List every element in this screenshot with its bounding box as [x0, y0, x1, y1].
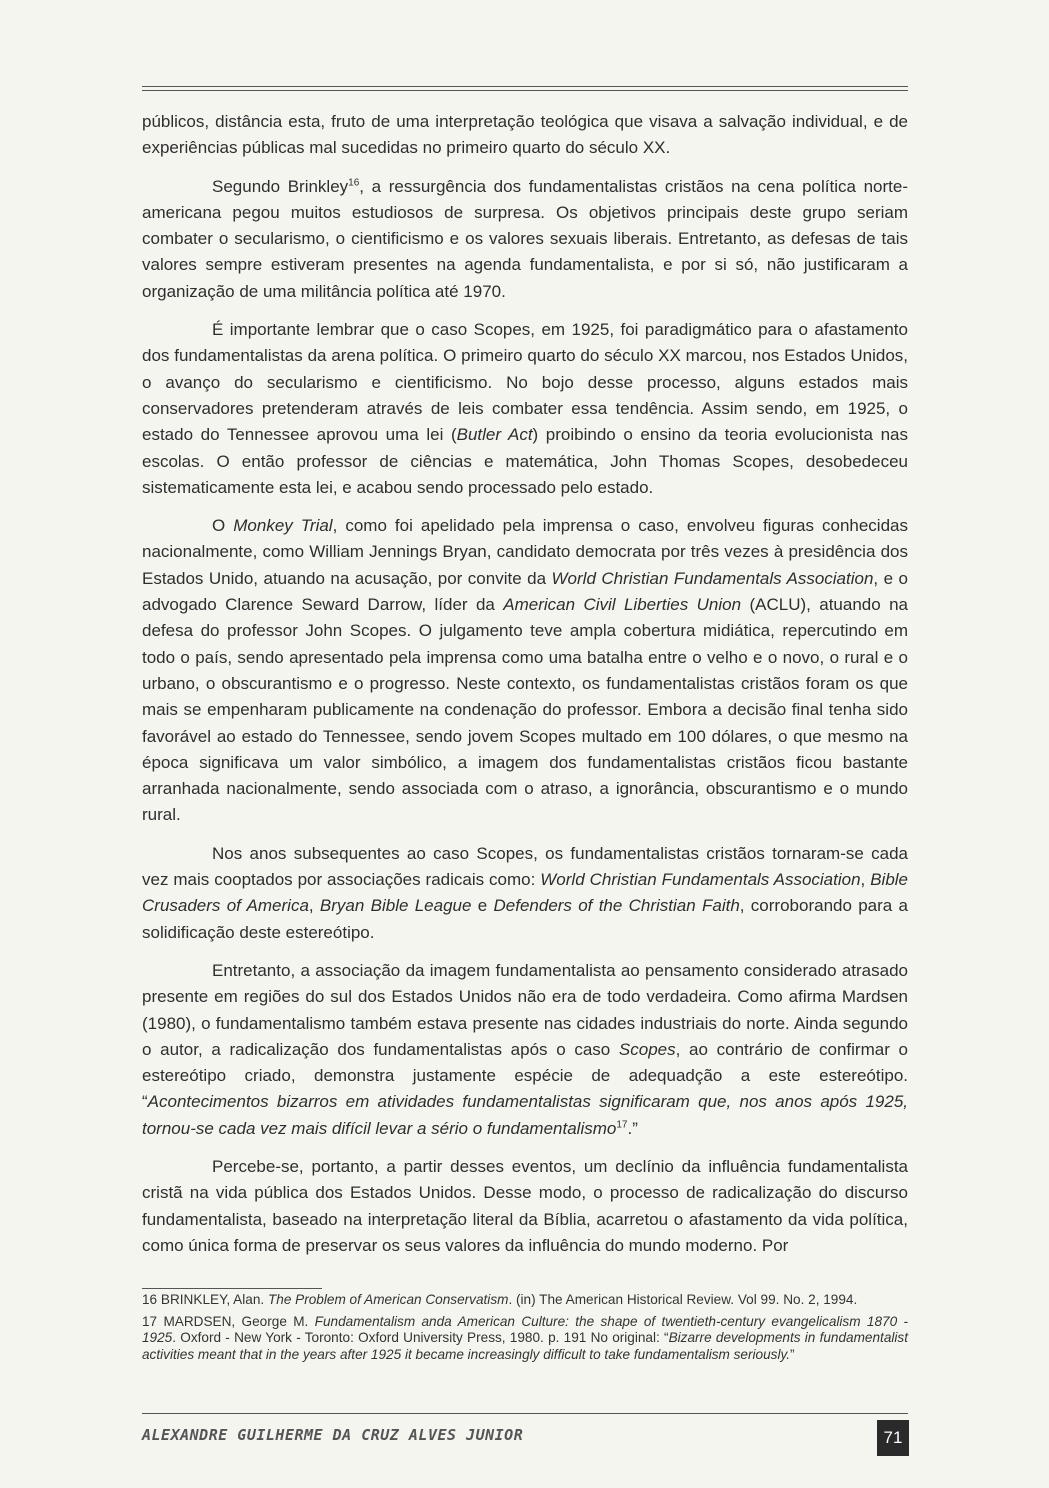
text-run: Entretanto, a associação da imagem fundamentalista ao pensamento considerado atrasado presente em regiões do sul dos Estados Unidos não era de todo verdadeira. Como afirma Mardsen (1980), o fundamentalismo também estava presente nas cidades industriais do norte. Ainda segundo o autor, a radicalização dos fundamentalistas após o caso: [142, 960, 908, 1059]
text-run: American Civil Liberties Union: [503, 595, 742, 615]
text-run: , e o advogado Clarence Seward Darrow, líder da: [142, 568, 908, 615]
footer-rule: [142, 1413, 908, 1414]
text-run: Butler Act: [456, 425, 533, 445]
text-run: , corroborando para a solidificação deste estereótipo.: [142, 896, 908, 942]
text-run: Bizarre developments in fundamentalist activities meant that in the years after 1925 it became increasingly difficult to take fundamentalism seriously.: [142, 1330, 908, 1362]
text-run: ,: [308, 896, 320, 916]
text-run: e: [471, 896, 494, 916]
text-run: públicos, distância esta, fruto de uma interpretação teológica que visava a salvação individual, e de experiências públicas mal sucedidas no primeiro quarto do século XX.: [142, 112, 908, 158]
text-run: . Oxford - New York - Toronto: Oxford University Press, 1980. p. 191 No original: “: [172, 1330, 669, 1345]
footnote: [142, 1314, 908, 1364]
text-run: 17 MARDSEN, George M.: [142, 1313, 315, 1329]
footnote-separator: [142, 1288, 322, 1289]
text-run: World Christian Fundamentals Association: [551, 568, 874, 588]
text-run: .”: [627, 1118, 638, 1138]
footnote: [142, 1292, 908, 1309]
page-number: 71: [877, 1420, 909, 1456]
text-run: , ao contrário de confirmar o estereótipo criado, demonstra justamente espécie de adequadção a este estereótipo. “: [142, 1039, 908, 1112]
paragraph: [142, 1154, 908, 1259]
paragraph: [142, 513, 908, 829]
text-run: (ACLU), atuando na defesa do professor John Scopes. O julgamento teve ampla cobertura midiática, repercutindo em todo o país, sendo apresentado pela imprensa como uma batalha entre o velho e o novo, o rural e o urbano, o obscurantismo e o progresso. Neste contexto, os fundamentalistas cristãos foram os que mais se empenharam publicamente na condenação do professor. Embora a decisão final tenha sido favorável ao estado do Tennessee, sendo jovem Scopes multado em 100 dólares, o que mesmo na época significava um valor simbólico, a imagem dos fundamentalistas cristãos ficou bastante arranhada nacionalmente, sendo associada com o atraso, a ignorância, obscurantismo e o mundo rural.: [142, 595, 908, 825]
text-run: Scopes: [618, 1039, 676, 1059]
header-double-rule: [142, 86, 908, 94]
text-run: ,: [860, 870, 871, 890]
paragraph: [142, 109, 908, 162]
paragraph: [142, 958, 908, 1142]
text-run: É importante lembrar que o caso Scopes, em 1925, foi paradigmático para o afastamento dos fundamentalistas da arena política. O primeiro quarto do século XX marcou, nos Estados Unidos, o avanço do secularismo e cientificismo. No bojo desse processo, alguns estados mais conservadores pretenderam através de leis combater essa tendência. Assim sendo, em 1925, o estado do Tennessee aprovou uma lei (: [142, 320, 908, 445]
body-text: [142, 109, 908, 1271]
footnote-ref: 17: [616, 1119, 628, 1131]
text-run: Monkey Trial: [233, 516, 333, 536]
text-run: Nos anos subsequentes ao caso Scopes, os fundamentalistas cristãos tornaram-se cada vez mais cooptados por associações radicais como:: [142, 843, 908, 890]
text-run: World Christian Fundamentals Association: [540, 870, 861, 890]
text-run: , a ressurgência dos fundamentalistas cristãos na cena política norte-americana pegou muitos estudiosos de surpresa. Os objetivos principais deste grupo seriam combater o secularismo, o cientificismo e os valores sexuais liberais. Entretanto, as defesas de tais valores sempre estiveram presentes na agenda fundamentalista, e por si só, não justificaram a organização de uma militância política até 1970.: [142, 176, 908, 301]
text-run: Bryan Bible League: [319, 896, 472, 916]
paragraph: [142, 317, 908, 501]
text-run: The Problem of American Conservatism: [267, 1292, 509, 1307]
paragraph: [142, 174, 908, 305]
text-run: O: [212, 516, 234, 536]
text-run: Bible Crusaders of America: [142, 870, 909, 916]
text-run: Segundo Brinkley: [212, 176, 349, 196]
text-run: Fundamentalism anda American Culture: the shape of twentieth-century evangelicalism 1870 - 1925: [142, 1313, 908, 1345]
footnotes: [142, 1292, 908, 1368]
footer-author: ALEXANDRE GUILHERME DA CRUZ ALVES JUNIOR: [142, 1426, 524, 1444]
footnote-ref: 16: [348, 176, 360, 188]
text-run: 16 BRINKLEY, Alan.: [142, 1292, 268, 1307]
paragraph: [142, 841, 908, 946]
text-run: ) proibindo o ensino da teoria evolucionista nas escolas. O então professor de ciências e matemática, John Thomas Scopes, desobedeceu sistematicamente esta lei, e acabou sendo processado pelo estado.: [142, 425, 908, 497]
text-run: ”: [790, 1346, 795, 1362]
text-run: . (in) The American Historical Review. Vol 99. No. 2, 1994.: [508, 1292, 858, 1307]
text-run: Defenders of the Christian Faith: [493, 896, 740, 916]
text-run: , como foi apelidado pela imprensa o caso, envolveu figuras conhecidas nacionalmente, como William Jennings Bryan, candidato democrata por três vezes à presidência dos Estados Unido, atuando na acusação, por convite da: [142, 516, 908, 588]
text-run: Acontecimentos bizarros em atividades fundamentalistas significaram que, nos anos após 1925, tornou-se cada vez mais difícil levar a sério o fundamentalismo: [142, 1092, 908, 1138]
text-run: Percebe-se, portanto, a partir desses eventos, um declínio da influência fundamentalista cristã na vida pública dos Estados Unidos. Desse modo, o processo de radicalização do discurso fundamentalista, baseado na interpretação literal da Bíblia, acarretou o afastamento da vida política, como única forma de preservar os seus valores da influência do mundo moderno. Por: [142, 1156, 908, 1255]
